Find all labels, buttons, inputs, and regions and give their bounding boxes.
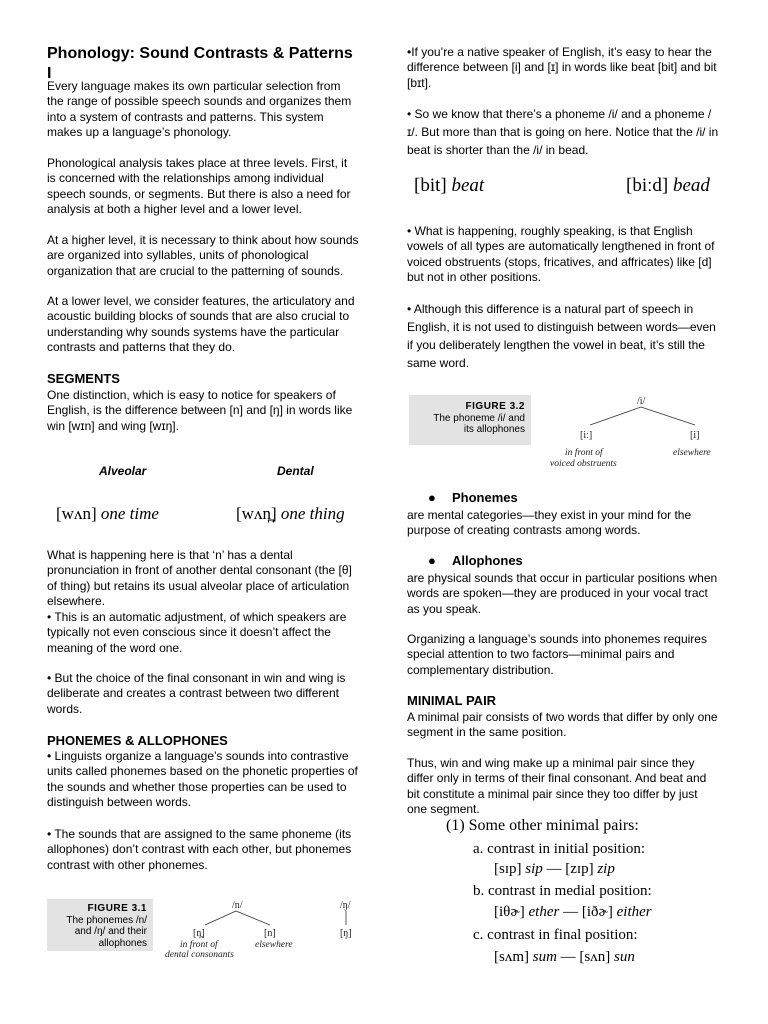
allophones-paragraph: are physical sounds that occur in particular positions when words are spoken—they are produced in your vocal tract as you speak. (407, 571, 718, 616)
segments-paragraph: One distinction, which is easy to notice for speakers of English, is the difference between [n] and [ŋ] in words like win [wɪn] and wing [wɪŋ]. (47, 388, 353, 433)
bullet-heading-text: Allophones (452, 553, 523, 568)
bullet-icon: ● (428, 553, 436, 568)
linguists-paragraph: • Linguists organize a language’s sounds into contrastive units called phonemes based on the phonetic properties of the sounds and whether those properties can be used to distinguish between words. (47, 749, 358, 810)
allophones-heading (428, 553, 523, 568)
figure-3-1-caption (47, 899, 153, 951)
intro-paragraph: Every language makes its own particular selection from the range of possible speech sounds and organizes them into a system of contrasts and patterns. This system makes up a language’s phonology. (47, 79, 352, 140)
ipa-transcription: [zɪp] (565, 861, 594, 877)
ipa-transcription: [iθɚ] (494, 904, 525, 920)
ipa-transcription: [sɪp] (494, 861, 522, 877)
gloss-word: zip (597, 861, 615, 877)
gloss-word: either (616, 904, 652, 920)
minimal-pairs-title: (1) Some other minimal pairs: (446, 817, 639, 834)
tree-branch (641, 407, 695, 425)
automatic-paragraph: • This is an automatic adjustment, of which speakers are typically not even conscious since it doesn’t affect the meaning of the word one. (47, 610, 347, 655)
figure-label: FIGURE 3.1 (87, 903, 147, 914)
tree-condition: in front of (565, 448, 603, 458)
ipa-transcription: [iðɚ] (581, 904, 613, 920)
figure-caption-line: The phoneme /i/ and (433, 412, 525, 424)
figure-3-2-caption (409, 395, 531, 445)
organizing-paragraph: Organizing a language’s sounds into phonemes requires special attention to two factors—minimal pairs and complementary distribution. (407, 632, 707, 677)
tree-condition: voiced obstruents (550, 459, 617, 469)
phonemes-paragraph: are mental categories—they exist in your mind for the purpose of creating contrasts among words. (407, 508, 692, 538)
segments-heading: SEGMENTS (47, 371, 120, 386)
tree-leaf-i: [i] (690, 430, 700, 441)
figure-caption-line: The phonemes /n/ (66, 914, 147, 926)
dental-paragraph: What is happening here is that ‘n’ has a dental pronunciation in front of another dental consonant (the [θ] of thing) but retains its usual alveolar place of articulation elsewhere. (47, 548, 352, 609)
medial-position-label: b. contrast in medial position: (473, 883, 652, 899)
although-paragraph: • Although this difference is a natural part of speech in English, it is not used to distinguish between words—even if you deliberately lengthen the vowel in beat, it’s still the same word. (407, 302, 716, 370)
final-position-example (494, 950, 635, 965)
assigned-paragraph: • The sounds that are assigned to the same phoneme (its allophones) don’t contrast with each other, but phonemes contrast with other phonemes. (47, 827, 352, 872)
figure-3-2-tree (540, 392, 730, 472)
tree-condition: elsewhere (673, 448, 711, 458)
ipa-transcription: [sʌn] (579, 949, 611, 965)
lengthening-paragraph: • What is happening, roughly speaking, is that English vowels of all types are automatically lengthened in front of voiced obstruents (stops, fricatives, and affricates) like [d] but not in other positions. (407, 224, 715, 285)
tree-leaf-dental-n: [n̪] (193, 928, 205, 939)
tree-condition: dental consonants (165, 950, 234, 960)
ipa-transcription: [wʌn] (56, 504, 97, 523)
figure-caption-line: its allophones (463, 424, 525, 435)
gloss-word: sip (525, 861, 543, 877)
gloss-word: one time (100, 504, 159, 523)
phonemes-allophones-heading: PHONEMES & ALLOPHONES (47, 733, 228, 748)
phonemes-heading (428, 490, 518, 505)
ipa-transcription: [wʌn̪] (236, 504, 277, 523)
example-beat (414, 175, 485, 196)
figure-3-1-tree (160, 896, 360, 960)
left-column (47, 44, 359, 84)
gloss-word: sum (532, 949, 557, 965)
phoneme-paragraph: • So we know that there’s a phoneme /i/ and a phoneme /ɪ/. But more than that is going on here. Notice that the /i/ in beat is shorter than the /i/ in bead. (407, 107, 719, 157)
tree-condition: elsewhere (255, 940, 293, 950)
dash-separator: — (560, 949, 576, 965)
tree-leaf-ng: [ŋ] (340, 928, 352, 939)
tree-root-n: /n/ (232, 900, 243, 911)
dash-separator: — (563, 904, 579, 920)
minimal-pair-heading: MINIMAL PAIR (407, 693, 497, 708)
ipa-transcription: [sʌm] (494, 949, 529, 965)
tree-leaf-n: [n] (264, 928, 276, 939)
initial-position-example (494, 862, 615, 877)
example-bead (626, 175, 710, 196)
dental-label: Dental (277, 464, 314, 478)
tree-leaf-long-i: [iː] (580, 430, 593, 441)
example-one-thing (236, 506, 345, 521)
ipa-transcription: [biːd] (626, 175, 669, 196)
figure-caption-line: allophones (98, 937, 147, 949)
gloss-word: bead (672, 175, 710, 196)
ipa-transcription: [bit] (414, 175, 447, 196)
gloss-word: one thing (280, 504, 345, 523)
tree-root-ng: /ŋ/ (340, 900, 351, 911)
tree-branch (236, 911, 270, 925)
tree-branch (590, 407, 641, 425)
native-speaker-paragraph: •If you’re a native speaker of English, it’s easy to hear the difference between [i] and [ɪ] in words like beat [bit] and bit [bɪt]. (407, 45, 717, 90)
initial-position-label: a. contrast in initial position: (473, 841, 646, 857)
lower-level-paragraph: At a lower level, we consider features, the articulatory and acoustic building blocks of sounds that are also crucial to understanding why sounds systems have the particular contrasts and patterns that they do. (47, 294, 355, 355)
figure-caption-line: and /ŋ/ and their (74, 926, 147, 937)
minimal-pair-paragraph: A minimal pair consists of two words that differ by only one segment in the same position. (407, 710, 718, 740)
tree-condition: in front of (180, 940, 218, 950)
page-title: Phonology: Sound Contrasts & Patterns I (47, 45, 353, 82)
figure-label: FIGURE 3.2 (465, 401, 525, 412)
gloss-word: beat (451, 175, 485, 196)
choice-paragraph: • But the choice of the final consonant in win and wing is deliberate and creates a contrast between two different words. (47, 671, 346, 716)
higher-level-paragraph: At a higher level, it is necessary to think about how sounds are organized into syllables, units of phonological organization that are crucial to the patterning of sounds. (47, 233, 359, 278)
gloss-word: sun (614, 949, 635, 965)
alveolar-label: Alveolar (99, 464, 147, 478)
gloss-word: ether (528, 904, 560, 920)
final-position-label: c. contrast in final position: (473, 927, 638, 943)
bullet-icon: ● (428, 490, 436, 505)
tree-branch (205, 911, 236, 925)
bullet-heading-text: Phonemes (452, 490, 518, 505)
tree-root-i: /i/ (637, 396, 646, 407)
example-one-time (56, 506, 159, 521)
dash-separator: — (546, 861, 562, 877)
thus-paragraph: Thus, win and wing make up a minimal pair since they differ only in terms of their final consonant. And beat and bit constitute a minimal pair since they too differ by just one segment. (407, 756, 707, 817)
levels-paragraph: Phonological analysis takes place at three levels. First, it is concerned with the relationships among individual speech sounds, or segments. But there is also a need for analysis at both a higher level and a lower level. (47, 156, 351, 217)
medial-position-example (494, 905, 652, 920)
